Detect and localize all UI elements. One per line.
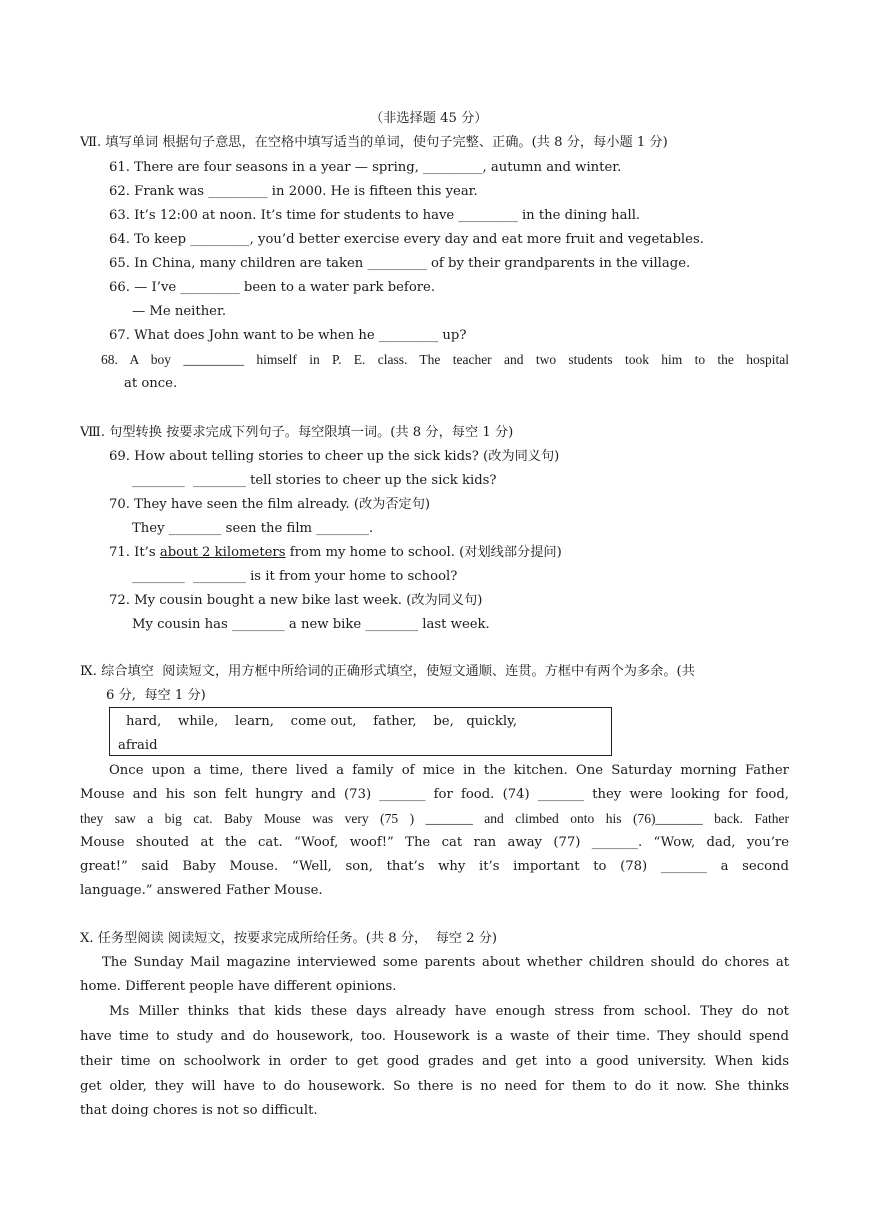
question-71-pre: 71. It’s <box>109 545 160 560</box>
section-8-title: Ⅷ. 句型转换 按要求完成下列句子。每空限填一词。(共 8 分，每空 1 分) <box>80 425 514 440</box>
question-71-answer: ________ ________ is it from your home to school? <box>132 569 458 584</box>
passage-10-line-5: their time on schoolwork in order to get good grades and get into a good university. When kids <box>80 1054 789 1069</box>
section-10-title: X. 任务型阅读 阅读短文，按要求完成所给任务。(共 8 分， 每空 2 分) <box>80 931 498 946</box>
question-66: 66. — I’ve _________ been to a water park before. <box>109 280 436 295</box>
question-72: 72. My cousin bought a new bike last week. (改为同义句) <box>109 593 483 608</box>
passage-10-line-2: home. Different people have different opinions. <box>80 979 397 994</box>
question-67: 67. What does John want to be when he _________ up? <box>109 328 467 343</box>
section-9-title: Ⅸ. 综合填空 阅读短文，用方框中所给词的正确形式填空，使短文通顺、连贯。方框中有两个为多余。(共 <box>80 664 695 679</box>
question-69-answer: ________ ________ tell stories to cheer up the sick kids? <box>132 473 497 488</box>
section-7-title: Ⅶ. 填写单词 根据句子意思，在空格中填写适当的单词，使句子完整、正确。(共 8 分，每小题 1 分) <box>80 135 668 150</box>
passage-10-line-3: Ms Miller thinks that kids these days already have enough stress from school. They do not <box>109 1004 789 1019</box>
section-9-title-cont: 6 分, 每空 1 分) <box>106 688 206 703</box>
passage-10-line-1: The Sunday Mail magazine interviewed some parents about whether children should do chores at <box>102 955 789 970</box>
word-box-line-2: afraid <box>118 738 158 753</box>
passage-9-line-4: Mouse shouted at the cat. “Woof, woof!” The cat ran away (77) _______. “Wow, dad, you’re <box>80 835 789 850</box>
passage-10-line-7: that doing chores is not so difficult. <box>80 1103 318 1118</box>
question-70: 70. They have seen the film already. (改为否定句) <box>109 497 431 512</box>
question-71 <box>109 544 562 562</box>
passage-9-line-6: language.” answered Father Mouse. <box>80 883 323 898</box>
question-61: 61. There are four seasons in a year — spring, _________, autumn and winter. <box>109 160 622 175</box>
question-68-cont: at once. <box>124 376 178 391</box>
question-69: 69. How about telling stories to cheer up the sick kids? (改为同义句) <box>109 449 560 464</box>
question-71-post: from my home to school. (对划线部分提问) <box>285 545 562 560</box>
question-62: 62. Frank was _________ in 2000. He is fifteen this year. <box>109 184 478 199</box>
question-72-answer: My cousin has ________ a new bike ________ last week. <box>132 617 490 632</box>
word-box-line-1: hard, while, learn, come out, father, be, quickly, <box>126 714 518 729</box>
question-68: 68. A boy _________ himself in P. E. class. The teacher and two students took him to the hospital <box>101 352 789 367</box>
question-66-reply: — Me neither. <box>132 304 227 319</box>
question-64: 64. To keep _________, you’d better exercise every day and eat more fruit and vegetables. <box>109 232 704 247</box>
question-65: 65. In China, many children are taken _________ of by their grandparents in the village. <box>109 256 691 271</box>
section-header: （非选择题 45 分） <box>370 111 488 126</box>
passage-9-line-1: Once upon a time, there lived a family of mice in the kitchen. One Saturday morning Father <box>109 763 789 778</box>
passage-10-line-6: get older, they will have to do housework. So there is no need for them to do it now. She thinks <box>80 1079 789 1094</box>
question-71-underlined: about 2 kilometers <box>159 545 286 560</box>
passage-9-line-3: they saw a big cat. Baby Mouse was very (75 ) _______ and climbed onto his (76)_______ back. Father <box>80 811 789 826</box>
passage-9-line-2: Mouse and his son felt hungry and (73) _______ for food. (74) _______ they were looking for food, <box>80 787 789 802</box>
question-63: 63. It’s 12:00 at noon. It’s time for students to have _________ in the dining hall. <box>109 208 641 223</box>
question-70-answer: They ________ seen the film ________. <box>132 521 374 536</box>
passage-9-line-5: great!” said Baby Mouse. “Well, son, that’s why it’s important to (78) _______ a second <box>80 859 789 874</box>
passage-10-line-4: have time to study and do housework, too. Housework is a waste of their time. They should spend <box>80 1029 789 1044</box>
